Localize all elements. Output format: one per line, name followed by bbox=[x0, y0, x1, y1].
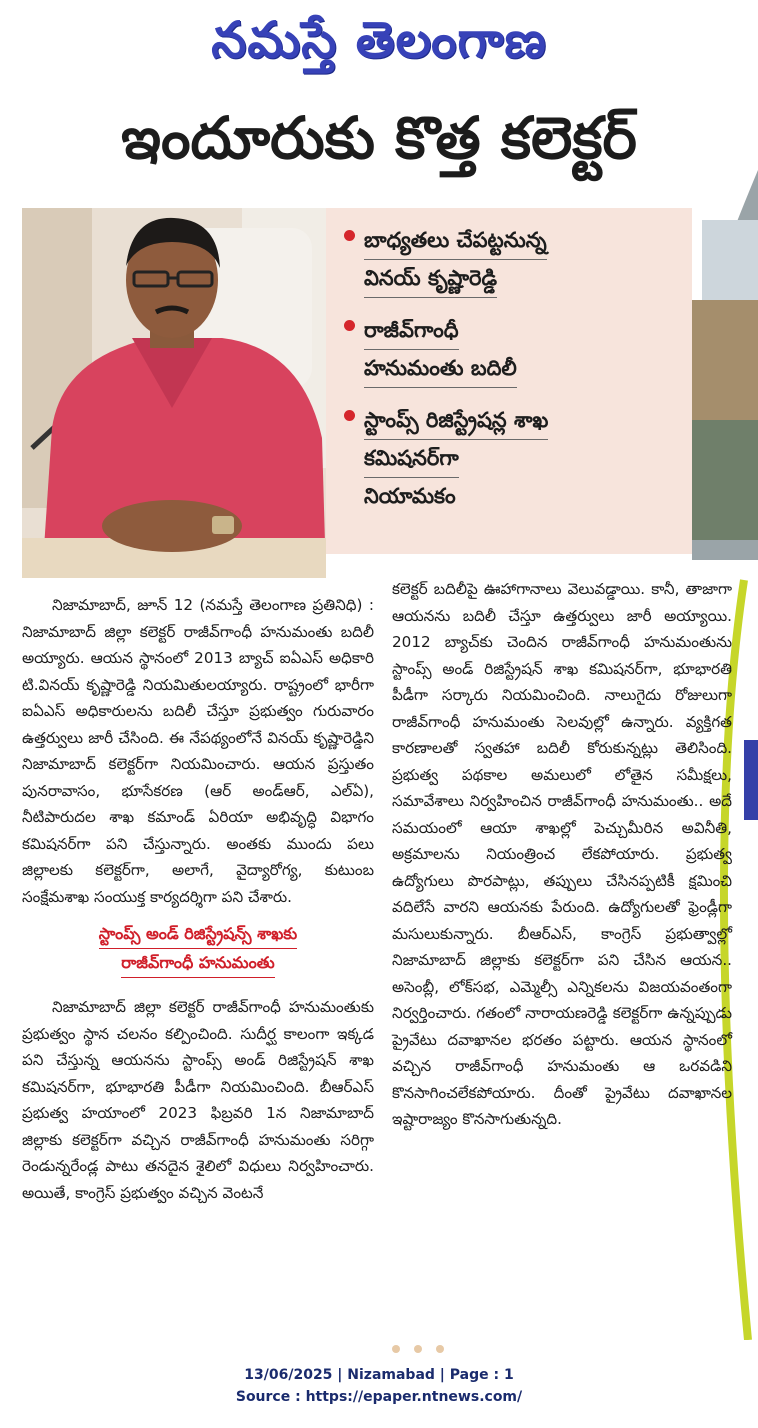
highlight-line: బాధ్యతలు చేపట్టనున్న bbox=[364, 222, 547, 260]
highlight-line: రాజీవ్‌గాంధీ bbox=[364, 312, 459, 350]
footer-source-link[interactable]: Source : https://epaper.ntnews.com/ bbox=[235, 1389, 523, 1405]
highlights-list bbox=[342, 222, 682, 529]
article-subheading bbox=[22, 920, 374, 978]
article-paragraph: నిజామాబాద్, జూన్ 12 (నమస్తే తెలంగాణ ప్రతినిధి) : నిజామాబాద్ జిల్లా కలెక్టర్ రాజీవ్‌గాంధీ హనుమంతు బదిలీ అయ్యారు. ఆయన స్థానంలో 2013 బ్యాచ్ ఐఏఎస్ అధికారి టి.వినయ్ కృష్ణారెడ్డి నియమితులయ్యారు. రాష్ట్రంలో భారీగా ఐఏఎస్ అధికారులను బదిలీ చేస్తూ ప్రభుత్వం గురువారం ఉత్తర్వులు జారీ చేసింది. ఈ నేపథ్యంలోనే వినయ్ కృష్ణారెడ్డిని నిజామాబాద్ కలెక్టర్‌గా నియమించారు. ఆయన ప్రస్తుతం పునరావాసం, భూసేకరణ (ఆర్ అండ్‌ఆర్, ఎల్ఏ), నీటిపారుదల శాఖ కమాండ్ ఏరియా అభివృద్ధి విభాగం కమిషనర్‌గా పని చేస్తున్నారు. అంతకు ముందు పలు జిల్లాలకు కలెక్టర్‌గా, అలాగే, వైద్యారోగ్య, కుటుంబ సంక్షేమశాఖ సంయుక్త కార్యదర్శిగా పని చేశారు. bbox=[22, 596, 374, 906]
page-ornament-icon bbox=[388, 1344, 468, 1354]
bullet-dot-icon bbox=[344, 230, 355, 241]
subheading-line: రాజీవ్‌గాంధీ హనుమంతు bbox=[121, 949, 274, 978]
highlight-line: కమిషనర్‌గా bbox=[364, 440, 459, 478]
highlight-line: వినయ్ కృష్ణారెడ్డి bbox=[364, 260, 497, 298]
article-paragraph: కలెక్టర్ బదిలీపై ఊహాగానాలు వెలువడ్డాయి. కానీ, తాజాగా ఆయనను బదిలీ చేస్తూ ఉత్తర్వులు జారీ అయ్యాయి. 2012 బ్యాచ్‌కు చెందిన రాజీవ్‌గాంధీ హనుమంతును స్టాంప్స్ అండ్ రిజిస్ట్రేషన్ శాఖ కమిషనర్‌గా, భూభారతి పీడీగా సర్కారు నియమించింది. నాలుగైదు రోజులుగా రాజీవ్‌గాంధీ హనుమంతు సెలవుల్లో ఉన్నారు. వ్యక్తిగత కారణాలతో స్వతహా బదిలీ కోరుకున్నట్లు తెలిసింది. ప్రభుత్వ పథకాల అమలులో లోతైన సమీక్షలు, సమావేశాలు నిర్వహించిన రాజీవ్‌గాంధీ హనుమంతు.. అదే సమయంలో ఆయా శాఖల్లో పెచ్చుమీరిన అవినీతి, అక్రమాలను నియంత్రించ లేకపోయారు. ప్రభుత్వ ఉద్యోగులు పొరపాట్లు, తప్పులు చేసినప్పటికీ క్షమించి వదిలేసే వారని ఆయనకు పేరుంది. ఉద్యోగులతో ఫ్రెండ్లీగా మసులుకున్నారు. బీఆర్ఎస్, కాంగ్రెస్ ప్రభుత్వాల్లో నిజామాబాద్ జిల్లాకు కలెక్టర్‌గా పని చేసిన ఆయన.. అసెంబ్లీ, లోక్‌సభ, ఎమ్మెల్సీ ఎన్నికలను విజయవంతంగా నిర్వర్తించారు. గతంలో నారాయణరెడ్డి కలెక్టర్‌గా ఉన్నప్పుడు ప్రైవేటు దవాఖానల భరతం పట్టారు. ఆయన స్థానంలో వచ్చిన రాజీవ్‌గాంధీ హనుమంతు ఆ ఒరవడిని కొనసాగించలేకపోయారు. దీంతో ప్రైవేటు దవాఖానల ఇష్టారాజ్యం కొనసాగుతున్నది. bbox=[392, 580, 732, 1128]
highlight-line: నియామకం bbox=[364, 484, 456, 508]
newspaper-masthead: నమస్తే తెలంగాణ bbox=[211, 11, 547, 69]
highlight-line: హనుమంతు బదిలీ bbox=[364, 350, 517, 388]
subheading-line: స్టాంప్స్ అండ్ రిజిస్ట్రేషన్స్ శాఖకు bbox=[99, 920, 297, 949]
highlight-line: స్టాంప్స్ రిజిస్ట్రేషన్ల శాఖ bbox=[364, 402, 548, 440]
collector-photo bbox=[22, 208, 326, 578]
bullet-dot-icon bbox=[344, 320, 355, 331]
article-paragraph: నిజామాబాద్ జిల్లా కలెక్టర్ రాజీవ్‌గాంధీ హనుమంతుకు ప్రభుత్వం స్థాన చలనం కల్పించింది. సుదీర్ఘ కాలంగా ఇక్కడ పని చేస్తున్న ఆయనను స్టాంప్స్ అండ్ రిజిస్ట్రేషన్ శాఖ కమిషనర్‌గా, భూభారతి పీడీగా నియమించింది. బీఆర్ఎస్ ప్రభుత్వ హయాంలో 2023 ఫిబ్రవరి 1న నిజామాబాద్ జిల్లాకు కలెక్టర్‌గా వచ్చిన రాజీవ్‌గాంధీ హనుమంతు సరిగ్గా రెండున్నరేండ్ల పాటు తనదైన శైలిలో విధులు నిర్వహించారు. అయితే, కాంగ్రెస్ ప్రభుత్వం వచ్చిన వెంటనే bbox=[22, 998, 374, 1202]
highlight-item bbox=[342, 402, 682, 515]
article-column-left bbox=[22, 592, 374, 1206]
article-headline: ఇందూరుకు కొత్త కలెక్టర్ bbox=[121, 104, 637, 172]
footer-date-edition: 13/06/2025 | Nizamabad | Page : 1 bbox=[244, 1367, 514, 1383]
bullet-dot-icon bbox=[344, 410, 355, 421]
page-footer bbox=[0, 1364, 758, 1408]
highlight-item bbox=[342, 312, 682, 388]
article-column-right bbox=[392, 576, 732, 1133]
highlight-item bbox=[342, 222, 682, 298]
